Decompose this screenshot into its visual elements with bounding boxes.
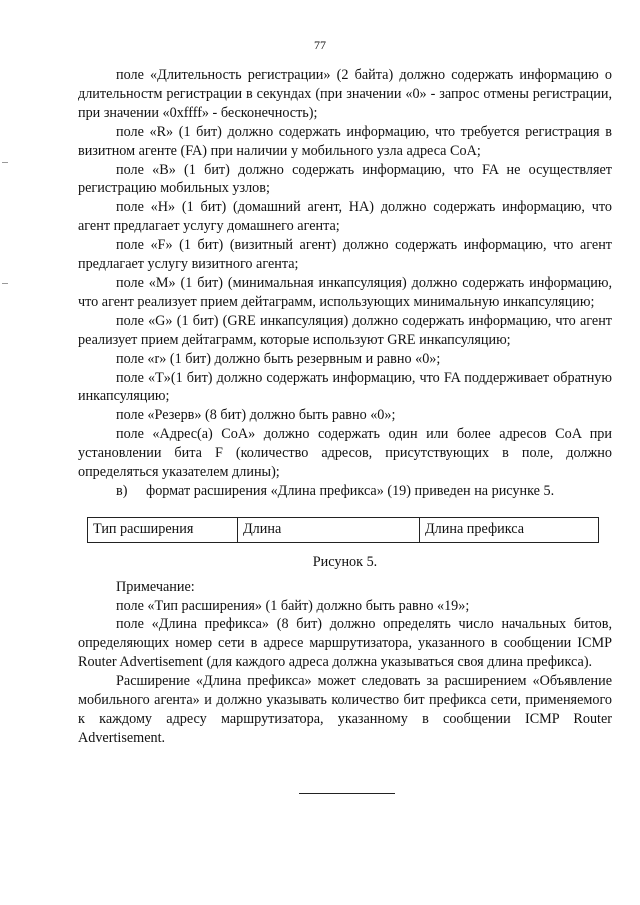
paragraph-field-coa: поле «Адрес(а) CoA» должно содержать один или более адресов CoA при установлении бита F (количество адресов, присутствующих в поле, должно определяться указателем длины);	[78, 426, 612, 481]
paragraph-field-b: поле «B» (1 бит) должно содержать информацию, что FA не осуществляет регистрацию мобильных узлов;	[78, 161, 612, 197]
note-item-prefix-length: поле «Длина префикса» (8 бит) должно определять число начальных битов, определяющих номер сети в адресе маршрутизатора, указанного в сообщении ICMP Router Advertisement (для каждого адреса должна указываться своя длина префикса).	[78, 616, 612, 671]
paragraph-registration-duration: поле «Длительность регистрации» (2 байта) должно содержать информацию о длительностм регистрации в секундах (при значении «0» - запрос отмены регистрации, при значении «0xffff» - бесконечность);	[78, 67, 612, 121]
table-cell-extension-type: Тип расширения	[88, 517, 238, 542]
paragraph-field-g: поле «G» (1 бит) (GRE инкапсуляция) должно содержать информацию, что агент реализует прием дейтаграмм, которые используют GRE инкапсуляцию;	[78, 312, 612, 348]
scan-mark	[2, 162, 8, 163]
paragraph-field-h: поле «H» (1 бит) (домашний агент, HA) должно содержать информацию, что агент предлагает услугу домашнего агента;	[78, 199, 612, 235]
closing-paragraph: Расширение «Длина префикса» может следовать за расширением «Объявление мобильного агента» и должно указывать количество бит префикса сети, применяемого к каждому адресу маршрутизатора, указанному в сообщении ICMP Router Advertisement.	[78, 673, 612, 746]
table-row	[88, 517, 599, 542]
page-number: 77	[314, 38, 326, 52]
paragraph-field-reserve: поле «Резерв» (8 бит) должно быть равно «0»;	[116, 407, 396, 424]
table-cell-prefix-length: Длина префикса	[420, 517, 599, 542]
paragraph-field-r: поле «R» (1 бит) должно содержать информацию, что требуется регистрация в визитном агенте (FA) при наличии у мобильного узла адреса CoA;	[78, 123, 612, 159]
paragraph-field-f: поле «F» (1 бит) (визитный агент) должно содержать информацию, что агент предлагает услугу визитного агента;	[78, 237, 612, 273]
extension-format-table	[87, 517, 599, 543]
list-item-v	[78, 482, 612, 501]
note-item-extension-type: поле «Тип расширения» (1 байт) должно быть равно «19»;	[116, 597, 470, 614]
note-title: Примечание:	[116, 578, 195, 595]
document-body	[78, 66, 612, 748]
paragraph-field-m: поле «M» (1 бит) (минимальная инкапсуляция) должно содержать информацию, что агент реализует прием дейтаграмм, использующих минимальную инкапсуляцию;	[78, 274, 612, 310]
paragraph-field-t: поле «T»(1 бит) должно содержать информацию, что FA поддерживает обратную инкапсуляцию;	[78, 369, 612, 405]
footer-divider	[299, 793, 395, 794]
list-item-text: формат расширения «Длина префикса» (19) приведен на рисунке 5.	[146, 482, 555, 499]
figure-caption: Рисунок 5.	[312, 553, 378, 570]
list-marker: в)	[116, 482, 128, 499]
table-cell-length: Длина	[238, 517, 420, 542]
paragraph-field-r-reserved: поле «r» (1 бит) должно быть резервным и равно «0»;	[116, 350, 441, 367]
scan-mark	[2, 283, 8, 284]
